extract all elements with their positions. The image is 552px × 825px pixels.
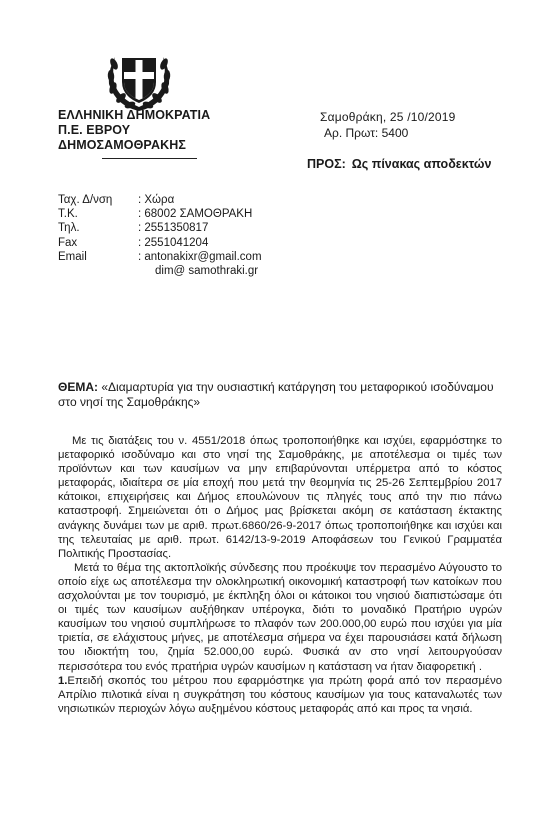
recipients-line: [307, 157, 491, 171]
point-number: 1.: [58, 674, 68, 687]
contact-details: [58, 193, 262, 278]
header-line-municipality: ΔΗΜΟΣΑΜΟΘΡΑΚΗΣ: [58, 138, 186, 152]
contact-value: : 2551041204: [138, 236, 209, 249]
date-line: Σαμοθράκη, 25 /10/2019: [320, 110, 456, 124]
contact-label: Ταχ. Δ/νση: [58, 194, 113, 206]
point-text: Επειδή σκοπός του μέτρου που εφαρμόστηκε για πρώτη φορά από τον περασμένο Απρίλιο πιλοτικά είναι η συγκράτηση του κόστους καυσίμων για τους καταναλωτές των νησιωτικών περιοχών λόγω αυξημένου κόστους μεταφοράς από και προς τα νησιά.: [58, 674, 502, 715]
contact-row: [58, 236, 262, 250]
recipients-label: ΠΡΟΣ:: [307, 157, 346, 171]
body-paragraph: Μετά το θέμα της ακτοπλοϊκής σύνδεσης που προέκυψε τον περασμένο Αύγουστο το οποίο είχε ως αποτέλεσμα την ολοκληρωτική οικονομική καταστροφή των κατοίκων που ασχολούνται με τον τουρισμό, με έκπληξη όλοι οι κάτοικοι του νησιού διαπιστώσαμε ότι οι τιμές των καυσίμων αυξήθηκαν υπέρογκα, διότι το μοναδικό Πρατήριο υγρών καυσίμων του νησιού συμπλήρωσε το πλαφόν των 200.000,00 ευρώ που ισχύει για μία τριετία, σε ελάχιστους μήνες, με αποτέλεσμα σήμερα να έχει παρουσιάσει κατά δήλωση του ιδιοκτήτη του, ζημία 52.000,00 ευρώ. Φυσικά αν στο νησί λειτουργούσαν περισσότερα του ενός πρατήρια υγρών καυσίμων η κατάσταση να ήταν διαφορετική .: [58, 561, 502, 673]
coat-of-arms-emblem: [102, 40, 176, 116]
contact-row: [58, 221, 262, 235]
contact-label: Fax: [58, 236, 78, 249]
contact-label: Email: [58, 250, 87, 263]
letter-body: [58, 434, 502, 716]
contact-label: Τηλ.: [58, 222, 80, 235]
contact-label: Τ.Κ.: [58, 208, 78, 221]
header-line-region: Π.Ε. ΕΒΡΟΥ: [58, 123, 131, 137]
protocol-number: Αρ. Πρωτ: 5400: [324, 125, 409, 140]
recipients-value: Ως πίνακας αποδεκτών: [351, 157, 492, 171]
subject-label: ΘΕΜΑ:: [58, 380, 98, 394]
body-paragraph: Με τις διατάξεις του ν. 4551/2018 όπως τροποποιήθηκε και ισχύει, εφαρμόστηκε το μεταφορικό ισοδύναμο και στο νησί της Σαμοθράκης, με αποτέλεσμα οι τιμές των προϊόντων και των καυσίμων να μην επιβαρύνονται υπέρμετρα από το κόστος μεταφοράς, ιδιαίτερα σε μία εποχή που μετά την θεομηνία τις 25-26 Σεπτεμβρίου 2017 κάτοικοι, επιχειρήσεις και Δήμος επουλώνουν τις πληγές τους από την πιο πάνω καταστροφή. Σημειώνεται ότι ο Δήμος μας βρίσκεται ακόμη σε κατάσταση έκτακτης ανάγκης δυνάμει των με αριθ. πρωτ.6860/26-9-2017 όπως τροποποιήθηκε και ισχύει και της τελευταίας με αριθ. πρωτ. 6142/13-9-2019 Αποφάσεων του Γενικού Γραμματέα Πολιτικής Προστασίας.: [58, 435, 502, 560]
issuer-header: [58, 108, 210, 153]
header-divider: [102, 158, 197, 159]
contact-value: : Χώρα: [138, 194, 175, 206]
email-value: : antonakixr@gmail.com: [138, 250, 262, 263]
email-value-secondary: dim@ samothraki.gr: [155, 265, 259, 278]
contact-row: [58, 207, 262, 221]
contact-row: [58, 250, 262, 264]
numbered-paragraph: [58, 674, 502, 716]
contact-row: [58, 193, 262, 207]
date-block: [320, 110, 456, 141]
subject-line: [58, 380, 498, 409]
header-line-republic: ΕΛΛΗΝΙΚΗ ΔΗΜΟΚΡΑΤΙΑ: [58, 108, 211, 122]
contact-value: : 68002 ΣΑΜΟΘΡΑΚΗ: [138, 208, 253, 221]
subject-text: «Διαμαρτυρία για την ουσιαστική κατάργηση του μεταφορικού ισοδύναμου στο νησί της Σαμοθράκης»: [58, 380, 494, 409]
contact-value: : 2551350817: [138, 222, 209, 235]
